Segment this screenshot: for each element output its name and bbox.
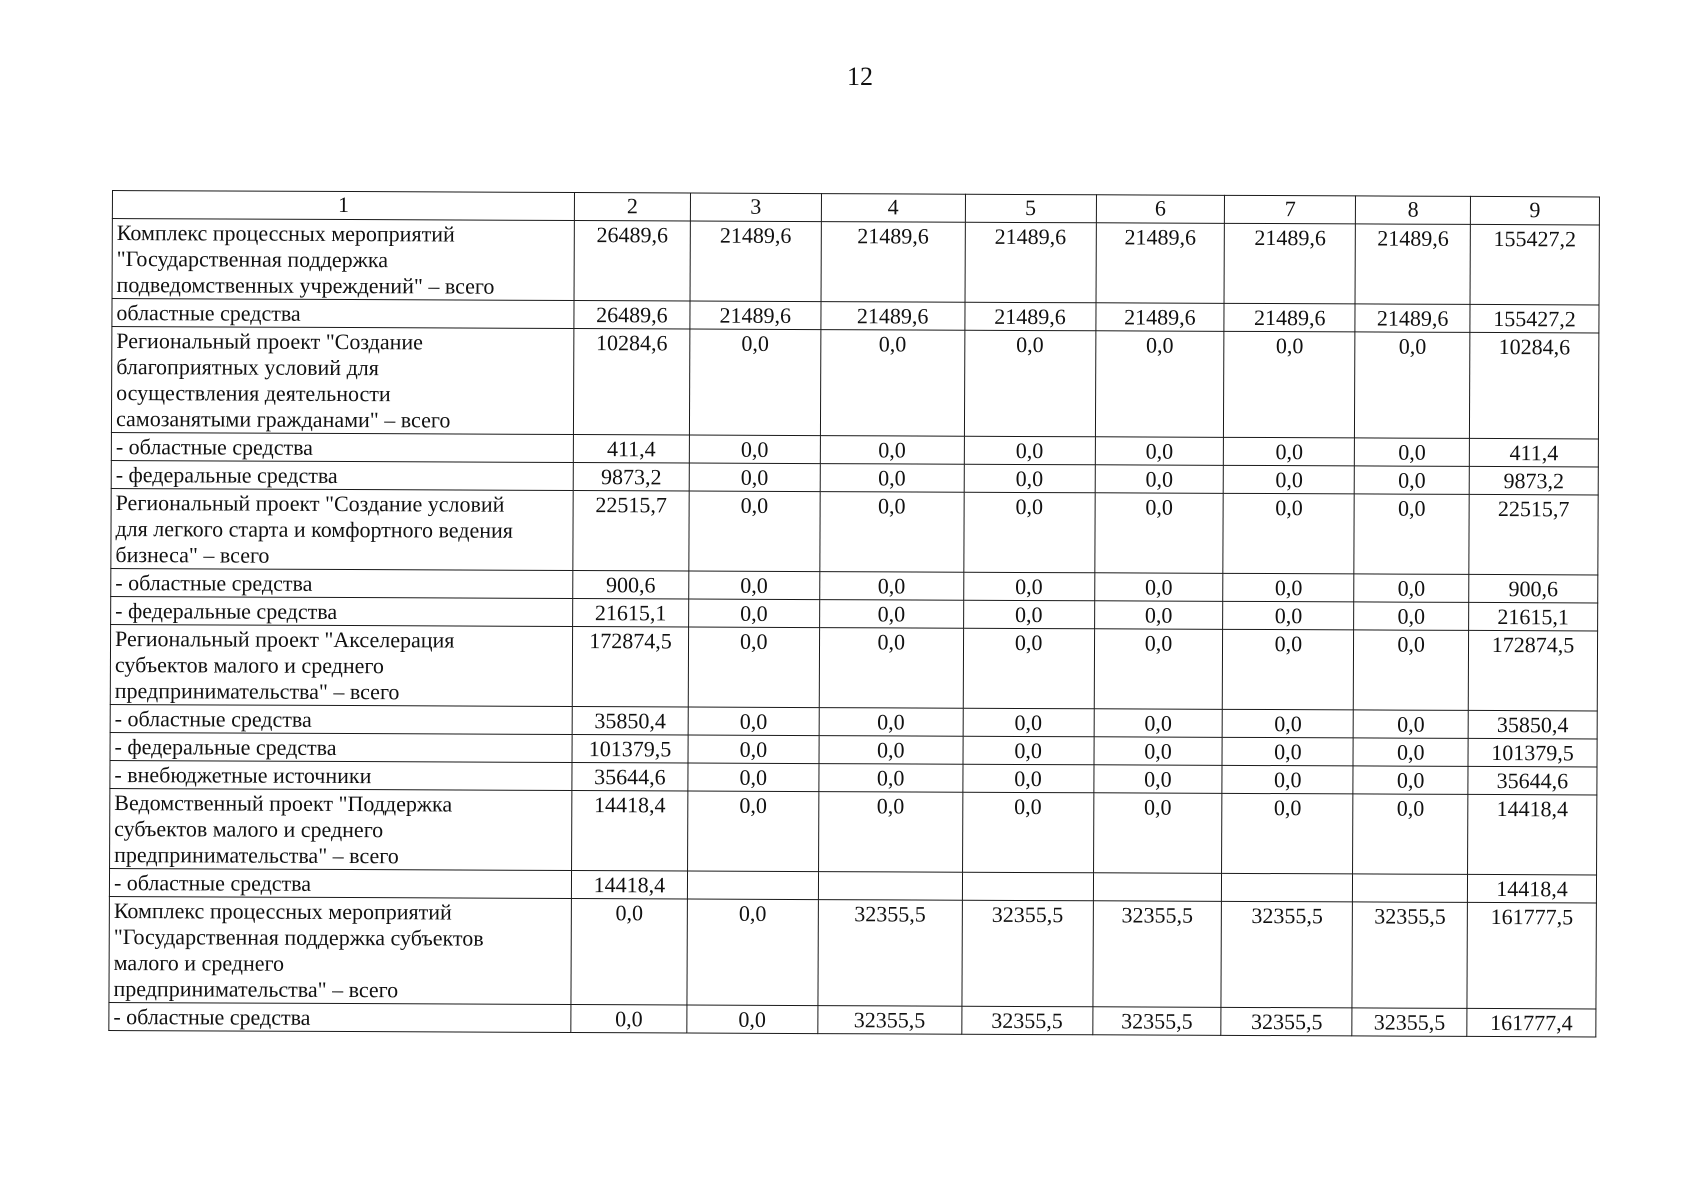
value-cell: 21489,6 [1095, 303, 1224, 332]
value-cell: 0,0 [687, 791, 818, 872]
value-cell: 14418,4 [1467, 874, 1596, 903]
value-cell: 0,0 [1222, 737, 1353, 766]
value-cell: 10284,6 [1469, 332, 1598, 439]
value-cell: 32355,5 [1352, 902, 1467, 1008]
row-label-line: "Государственная поддержка субъектов [113, 924, 484, 951]
value-cell: 0,0 [1093, 765, 1222, 794]
value-cell: 0,0 [688, 707, 819, 736]
value-cell: 0,0 [688, 599, 819, 628]
row-label-line: Комплекс процессных мероприятий [113, 898, 452, 925]
row-label-line: Региональный проект "Создание условий [115, 490, 505, 517]
value-cell: 21489,6 [1355, 224, 1470, 304]
row-label-cell [109, 896, 572, 1004]
value-cell: 161777,5 [1467, 902, 1596, 1009]
value-cell: 0,0 [1223, 493, 1354, 574]
header-cell: 3 [690, 193, 821, 222]
value-cell: 10284,6 [574, 329, 690, 436]
value-cell: 21489,6 [1096, 223, 1225, 304]
value-cell: 161777,4 [1467, 1008, 1596, 1037]
value-cell: 0,0 [1222, 793, 1353, 874]
value-cell: 0,0 [1224, 465, 1355, 494]
value-cell: 155427,2 [1470, 304, 1599, 333]
value-cell: 21489,6 [1355, 304, 1470, 333]
value-cell: 0,0 [1355, 438, 1470, 467]
row-label-cell [109, 868, 571, 898]
value-cell: 0,0 [688, 627, 819, 708]
value-cell: 0,0 [962, 792, 1093, 873]
header-cell: 9 [1470, 196, 1599, 225]
value-cell: 14418,4 [572, 871, 688, 900]
value-cell: 0,0 [964, 330, 1095, 437]
row-label-line: областные средства [116, 300, 301, 326]
value-cell: 101379,5 [572, 735, 688, 764]
value-cell: 21489,6 [965, 222, 1096, 303]
value-cell: 21489,6 [690, 221, 821, 302]
value-cell: 0,0 [1354, 494, 1469, 575]
table-row [109, 896, 1596, 1008]
row-label-line: - областные средства [115, 434, 314, 460]
table-row [110, 788, 1597, 874]
value-cell: 32355,5 [818, 1006, 962, 1035]
value-cell [1222, 873, 1353, 902]
value-cell: 0,0 [1094, 709, 1223, 738]
value-cell: 35850,4 [1468, 710, 1597, 739]
row-label-cell [111, 432, 573, 462]
row-label-line: - областные средства [114, 706, 312, 732]
value-cell: 0,0 [689, 329, 820, 436]
value-cell: 0,0 [964, 436, 1095, 465]
value-cell: 0,0 [1353, 766, 1468, 795]
row-label-line: Региональный проект "Акселерация [114, 626, 455, 653]
row-label-line: - федеральные средства [114, 734, 337, 760]
row-label-line: для легкого старта и комфортного ведения [115, 516, 513, 543]
value-cell: 14418,4 [1468, 794, 1597, 875]
value-cell: 0,0 [820, 436, 964, 465]
row-label-cell [110, 704, 572, 734]
value-cell: 32355,5 [1352, 1008, 1467, 1037]
value-cell: 0,0 [963, 736, 1094, 765]
row-label-cell [110, 732, 572, 762]
table-row [110, 624, 1597, 710]
value-cell: 0,0 [1222, 765, 1353, 794]
value-cell: 9873,2 [1469, 466, 1598, 495]
budget-table [108, 190, 1600, 1037]
value-cell: 21489,6 [821, 222, 965, 303]
row-label-line: предпринимательства" – всего [114, 678, 400, 705]
value-cell: 21489,6 [1224, 223, 1355, 304]
value-cell: 35644,6 [1468, 766, 1597, 795]
value-cell: 32355,5 [1221, 901, 1352, 1008]
row-label-cell [111, 596, 573, 626]
table-row [112, 219, 1599, 305]
value-cell: 0,0 [1223, 573, 1354, 602]
value-cell: 22515,7 [573, 491, 689, 572]
value-cell: 32355,5 [962, 1006, 1093, 1035]
value-cell: 32355,5 [818, 900, 962, 1007]
value-cell: 35850,4 [572, 707, 688, 736]
value-cell [1093, 873, 1222, 902]
value-cell: 0,0 [1094, 573, 1223, 602]
value-cell: 0,0 [819, 708, 963, 737]
value-cell: 0,0 [820, 464, 964, 493]
row-label-cell [110, 788, 572, 870]
value-cell: 0,0 [1094, 493, 1223, 574]
row-label-line: предпринимательства" – всего [113, 976, 399, 1003]
value-cell: 0,0 [964, 464, 1095, 493]
value-cell: 26489,6 [574, 221, 690, 302]
value-cell: 0,0 [1094, 601, 1223, 630]
value-cell: 0,0 [1224, 437, 1355, 466]
row-label-cell [111, 488, 573, 570]
row-label-cell [110, 760, 572, 790]
row-label-cell [111, 568, 573, 598]
header-cell: 4 [821, 194, 965, 223]
value-cell [818, 872, 962, 901]
row-label-line: "Государственная поддержка [116, 246, 389, 273]
row-label-line: - федеральные средства [115, 598, 338, 624]
value-cell: 9873,2 [573, 463, 689, 492]
value-cell: 0,0 [1223, 629, 1354, 710]
value-cell: 22515,7 [1469, 494, 1598, 575]
row-label-line: Комплекс процессных мероприятий [116, 220, 455, 247]
row-label-line: - внебюджетные источники [114, 762, 372, 789]
value-cell: 0,0 [819, 600, 963, 629]
value-cell: 0,0 [688, 735, 819, 764]
header-cell: 8 [1356, 196, 1471, 225]
header-cell: 7 [1225, 195, 1356, 224]
value-cell: 0,0 [1093, 793, 1222, 874]
row-label-line: осуществления деятельности [116, 380, 391, 407]
value-cell: 0,0 [688, 763, 819, 792]
value-cell: 0,0 [818, 792, 962, 873]
value-cell: 155427,2 [1470, 224, 1599, 305]
value-cell: 172874,5 [1468, 630, 1597, 711]
value-cell: 0,0 [1094, 629, 1223, 710]
row-label-cell [109, 1002, 571, 1032]
value-cell: 21615,1 [573, 599, 689, 628]
value-cell: 411,4 [1469, 438, 1598, 467]
value-cell: 0,0 [1353, 738, 1468, 767]
value-cell: 0,0 [963, 708, 1094, 737]
value-cell: 172874,5 [572, 627, 688, 708]
row-label-line: благоприятных условий для [116, 354, 379, 381]
row-label-line: - областные средства [113, 870, 312, 896]
value-cell: 0,0 [963, 764, 1094, 793]
value-cell: 21615,1 [1469, 602, 1598, 631]
row-label-cell [110, 624, 572, 706]
row-label-line: субъектов малого и среднего [114, 816, 384, 843]
value-cell: 0,0 [689, 571, 820, 600]
value-cell: 21489,6 [821, 302, 965, 331]
value-cell: 0,0 [1223, 709, 1354, 738]
table-row [111, 488, 1598, 574]
value-cell: 35644,6 [572, 763, 688, 792]
value-cell: 0,0 [1353, 710, 1468, 739]
header-cell: 2 [574, 193, 690, 222]
value-cell: 0,0 [963, 572, 1094, 601]
row-label-line: Региональный проект "Создание [116, 328, 424, 355]
value-cell: 0,0 [1095, 437, 1224, 466]
value-cell: 0,0 [819, 572, 963, 601]
value-cell: 0,0 [1223, 601, 1354, 630]
value-cell: 21489,6 [1224, 303, 1355, 332]
value-cell: 0,0 [689, 463, 820, 492]
value-cell: 0,0 [819, 736, 963, 765]
value-cell: 0,0 [1354, 466, 1469, 495]
header-cell: 6 [1096, 195, 1225, 224]
row-label-cell [111, 460, 573, 490]
value-cell: 26489,6 [574, 301, 690, 330]
value-cell: 21489,6 [965, 302, 1096, 331]
row-label-line: - областные средства [115, 570, 313, 596]
row-label-line: бизнеса" – всего [115, 542, 270, 568]
value-cell: 32355,5 [1092, 1007, 1221, 1036]
value-cell [687, 871, 818, 900]
page-number: 12 [847, 62, 873, 91]
row-label-line: предпринимательства" – всего [114, 842, 399, 869]
table-row [111, 327, 1598, 439]
value-cell: 32355,5 [1093, 901, 1222, 1008]
value-cell: 0,0 [819, 764, 963, 793]
header-cell: 1 [112, 191, 574, 221]
value-cell: 0,0 [1354, 574, 1469, 603]
value-cell: 14418,4 [572, 791, 688, 872]
value-cell: 0,0 [689, 435, 820, 464]
value-cell [962, 872, 1093, 901]
value-cell: 900,6 [1469, 574, 1598, 603]
value-cell: 101379,5 [1468, 738, 1597, 767]
value-cell: 411,4 [573, 435, 689, 464]
row-label-cell [112, 299, 574, 329]
value-cell: 0,0 [1224, 331, 1355, 438]
value-cell: 0,0 [964, 492, 1095, 573]
row-label-cell [111, 327, 574, 435]
value-cell: 0,0 [820, 330, 964, 437]
value-cell [1353, 874, 1468, 903]
table-row [109, 1002, 1596, 1036]
row-label-line: самозанятыми гражданами" – всего [115, 406, 451, 433]
value-cell: 0,0 [1354, 602, 1469, 631]
budget-table-wrapper [108, 190, 1600, 1037]
value-cell: 900,6 [573, 571, 689, 600]
value-cell: 32355,5 [962, 900, 1093, 1007]
value-cell: 32355,5 [1221, 1007, 1352, 1036]
value-cell: 0,0 [1095, 465, 1224, 494]
value-cell: 0,0 [687, 899, 818, 1006]
row-label-line: малого и среднего [113, 950, 285, 976]
value-cell: 0,0 [689, 491, 820, 572]
row-label-line: - федеральные средства [115, 462, 338, 488]
row-label-line: Ведомственный проект "Поддержка [114, 790, 453, 817]
value-cell: 0,0 [1095, 331, 1224, 438]
row-label-line: - областные средства [113, 1004, 311, 1030]
value-cell: 0,0 [571, 899, 687, 1006]
value-cell: 0,0 [820, 492, 964, 573]
value-cell: 0,0 [1354, 630, 1469, 711]
value-cell: 21489,6 [690, 301, 821, 330]
value-cell: 0,0 [963, 628, 1094, 709]
value-cell: 0,0 [1353, 794, 1468, 875]
value-cell: 0,0 [687, 1005, 818, 1034]
header-cell: 5 [965, 194, 1096, 223]
value-cell: 0,0 [963, 600, 1094, 629]
value-cell: 0,0 [1094, 737, 1223, 766]
row-label-line: подведомственных учреждений" – всего [116, 272, 495, 299]
row-label-cell [112, 219, 574, 301]
value-cell: 0,0 [819, 628, 963, 709]
value-cell: 0,0 [1355, 332, 1470, 438]
value-cell: 0,0 [571, 1005, 687, 1034]
row-label-line: субъектов малого и среднего [114, 652, 384, 679]
